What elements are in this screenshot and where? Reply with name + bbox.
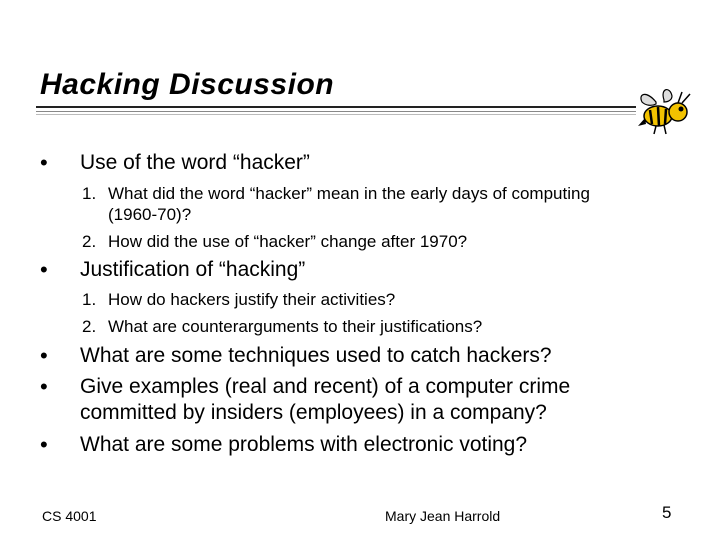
- bullet-dot: •: [40, 432, 48, 457]
- sub-item-text: How did the use of “hacker” change after 1970?: [108, 232, 468, 251]
- sub-item-number: 1.: [82, 184, 97, 203]
- sub-item: [82, 183, 608, 225]
- sub-item: [82, 289, 608, 310]
- bullet-text: Give examples (real and recent) of a computer crime committed by insiders (employees) in a company?: [80, 375, 571, 424]
- bullet-text: Use of the word “hacker”: [80, 151, 310, 174]
- sub-item: [82, 231, 608, 252]
- bullet-dot: •: [40, 343, 48, 368]
- bullet-text: What are some problems with electronic voting?: [80, 433, 528, 456]
- sub-item-number: 2.: [82, 317, 97, 336]
- title-underline-thin: [36, 111, 636, 112]
- page-number: 5: [662, 503, 672, 522]
- yellow-jacket-bee-icon: [636, 88, 694, 136]
- footer-author: Mary Jean Harrold: [385, 508, 501, 524]
- bullet-dot: •: [40, 150, 48, 175]
- bullet-dot: •: [40, 374, 48, 399]
- bullet-text: Justification of “hacking”: [80, 258, 306, 281]
- sub-item-text: What did the word “hacker” mean in the early days of computing (1960-70)?: [108, 184, 590, 224]
- bullet-techniques: [40, 343, 660, 369]
- bullet-text: What are some techniques used to catch hackers?: [80, 344, 552, 367]
- bullet-hacker-word: [40, 150, 660, 176]
- footer-course: CS 4001: [42, 508, 97, 524]
- bullet-dot: •: [40, 257, 48, 282]
- sub-item-number: 1.: [82, 290, 97, 309]
- bullet-insider-crime: [40, 374, 660, 426]
- bullet-electronic-voting: [40, 432, 660, 458]
- sub-item-text: How do hackers justify their activities?: [108, 290, 396, 309]
- bullet-justification: [40, 257, 660, 283]
- sub-item: [82, 316, 608, 337]
- title-underline-faint: [36, 114, 636, 115]
- sub-item-text: What are counterarguments to their justifications?: [108, 317, 483, 336]
- title-underline: [36, 106, 636, 108]
- slide-title: Hacking Discussion: [40, 68, 335, 101]
- sub-item-number: 2.: [82, 232, 97, 251]
